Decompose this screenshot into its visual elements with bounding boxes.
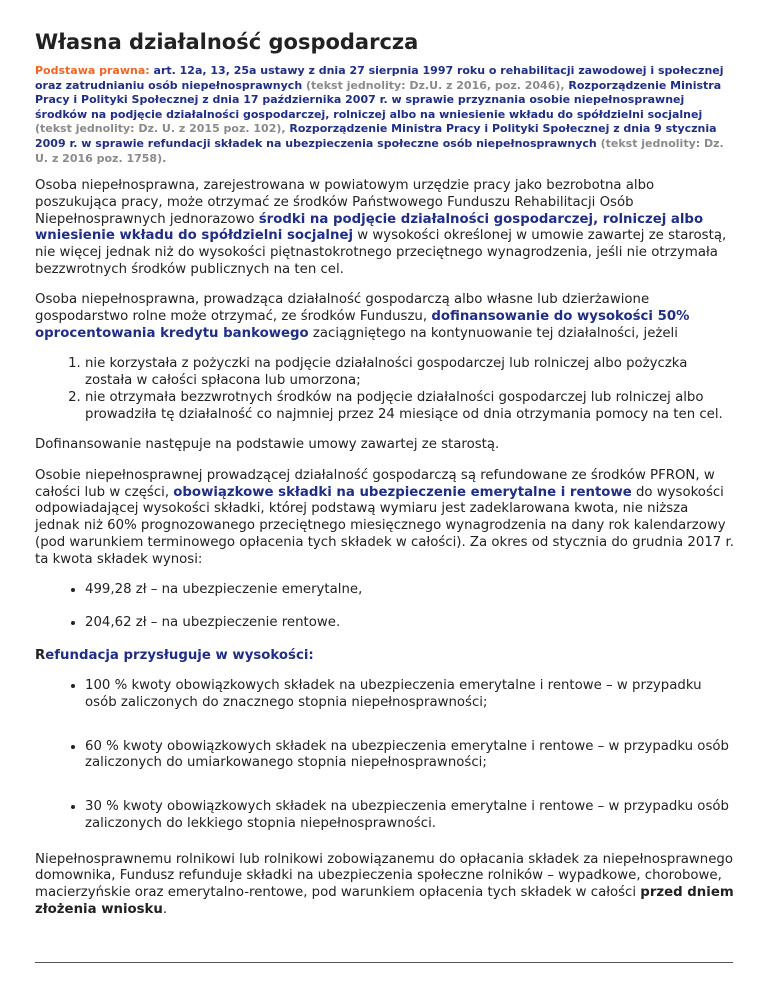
text: Osoba niepełnosprawna, prowadząca działalność gospodarczą albo własne lub dzierżawione gospodarstwo rolne może otrzymać, ze środków Funduszu, — [35, 292, 650, 325]
legal-basis-label: Podstawa prawna: — [35, 64, 150, 77]
text: Osobie niepełnosprawnej prowadzącej działalność gospodarczą są refundowane ze środków PFRON, w całości lub w części, — [35, 468, 715, 500]
list-item: 1. nie korzystała z pożyczki na podjęcie działalności gospodarczej lub rolniczej albo pożyczka została w całości spłacona lub umorzona; — [85, 356, 735, 389]
refund-levels-list — [35, 678, 735, 832]
list-item: • 499,28 zł – na ubezpieczenie emerytalne, — [85, 582, 735, 599]
footer-divider — [35, 962, 733, 963]
list-item: • 204,62 zł – na ubezpieczenie rentowe. — [85, 615, 735, 632]
legal-act-1: art. 12a, 13, 25a ustawy z dnia 27 sierpnia 1997 roku o rehabilitacji zawodowej i społecznej oraz zatrudnianiu osób niepełnosprawnych — [35, 64, 724, 92]
refund-heading-rest: efundacja przysługuje w wysokości: — [45, 647, 314, 663]
paragraph-loan-subsidy — [35, 292, 735, 342]
list-item: 2. nie otrzymała bezzwrotnych środków na podjęcie działalności gospodarczej lub rolniczej albo prowadziła tę działalność co najmniej przez 24 miesiące od dnia otrzymania pomocy na ten cel. — [85, 390, 735, 423]
legal-act-1-ref: (tekst jednolity: Dz.U. z 2016, poz. 2046), — [306, 78, 565, 92]
refund-heading — [35, 648, 735, 665]
list-item: • 100 % kwoty obowiązkowych składek na ubezpieczenia emerytalne i rentowe – w przypadku osób zaliczonych do znacznego stopnia niepełnosprawności; — [85, 678, 735, 711]
highlight-startup-funds: środki na podjęcie działalności gospodarczej, rolniczej albo wniesienie wkładu do spółdzielni socjalnej — [35, 211, 704, 244]
page-title: Własna działalność gospodarcza — [35, 30, 419, 54]
text: Osoba niepełnosprawna, zarejestrowana w powiatowym urzędzie pracy jako bezrobotna albo poszukująca pracy, może otrzymać ze środków Państwowego Funduszu Rehabilitacji Osób Niepełnosprawnych jednorazowo — [35, 178, 655, 227]
paragraph-farmer-refund — [35, 852, 735, 919]
paragraph-startup-funds — [35, 178, 735, 278]
highlight-contributions: obowiązkowe składki na ubezpieczenie emerytalne i rentowe — [173, 484, 632, 500]
highlight-loan-subsidy: dofinansowanie do wysokości 50% oprocentowania kredytu bankowego — [35, 309, 690, 341]
text: Niepełnosprawnemu rolnikowi lub rolnikowi zobowiązanemu do opłacania składek za niepełnosprawnego domownika, Fundusz refunduje składki na ubezpieczenia społeczne rolników – wypadkowe, chorobowe, macierzyńskie oraz emerytalno-rentowe, pod warunkiem opłacenia tych składek w całości — [35, 851, 733, 900]
list-item: • 30 % kwoty obowiązkowych składek na ubezpieczenia emerytalne i rentowe – w przypadku osób zaliczonych do lekkiego stopnia niepełnosprawności. — [85, 799, 735, 832]
text: zaciągniętego na kontynuowanie tej działalności, jeżeli — [308, 325, 678, 341]
refund-heading-first-letter: R — [35, 647, 46, 663]
document-page — [35, 30, 735, 932]
legal-act-3: Rozporządzenie Ministra Pracy i Polityki Społecznej z dnia 9 stycznia 2009 r. w sprawie refundacji składek na ubezpieczenia społeczne osób niepełnosprawnych — [35, 122, 717, 150]
legal-act-2-ref: (tekst jednolity: Dz. U. z 2015 poz. 102), — [35, 122, 286, 136]
text: w wysokości określonej w umowie zawartej ze starostą, nie więcej jednak niż do wysokości piętnastokrotnego przeciętnego wynagrodzenia, jeśli nie otrzymała bezzwrotnych środków publicznych na ten cel. — [35, 228, 727, 277]
list-item: • 60 % kwoty obowiązkowych składek na ubezpieczenia emerytalne i rentowe – w przypadku osób zaliczonych do umiarkowanego stopnia niepełnosprawności; — [85, 739, 735, 772]
legal-act-3-ref: (tekst jednolity: Dz. U. z 2016 poz. 1758). — [35, 136, 724, 165]
legal-basis — [35, 64, 735, 166]
paragraph-contribution-refund — [35, 468, 735, 568]
conditions-list — [35, 356, 735, 423]
paragraph-agreement: Dofinansowanie następuje na podstawie umowy zawartej ze starostą. — [35, 437, 500, 453]
legal-act-2: Rozporządzenie Ministra Pracy i Polityki Społecznej z dnia 17 października 2007 r. w sprawie przyznania osobie niepełnosprawnej środków na podjęcie działalności gospodarczej, rolniczej albo na wniesienie wkładu do spółdzielni socjalnej — [35, 78, 722, 121]
text: do wysokości odpowiadającej wysokości składki, której podstawą wymiaru jest zadeklarowana kwota, nie niższa jednak niż 60% prognozowanego przeciętnego miesięcznego wynagrodzenia na dany rok kalendarzowy (pod warunkiem terminowego opłacenia tych składek w całości). Za okres od stycznia do grudnia 2017 r. ta kwota składek wynosi: — [35, 484, 734, 567]
amounts-list — [35, 582, 735, 631]
text: . — [162, 901, 168, 917]
highlight-before-application: przed dniem złożenia wniosku — [35, 884, 734, 917]
